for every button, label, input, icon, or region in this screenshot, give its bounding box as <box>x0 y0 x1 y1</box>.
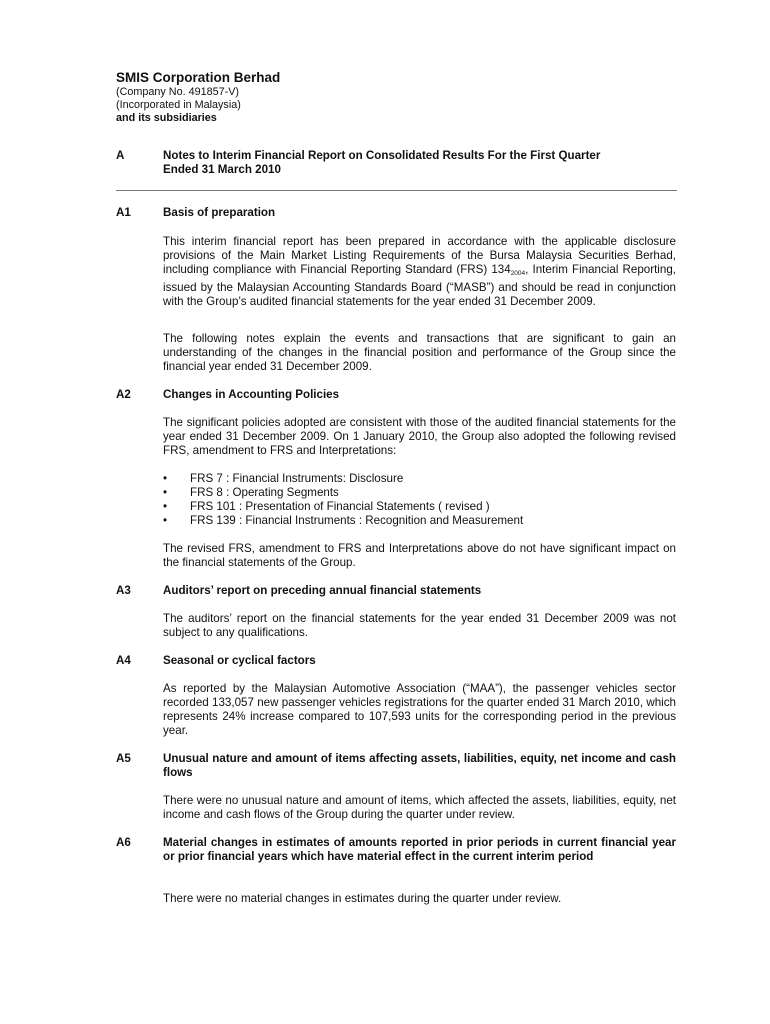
a2-heading <box>116 388 676 402</box>
a2-number: A2 <box>116 388 131 401</box>
a1-number: A1 <box>116 206 131 219</box>
a5-heading <box>116 752 676 780</box>
a1-title: Basis of preparation <box>163 206 276 219</box>
a4-heading <box>116 654 676 668</box>
company-name: SMIS Corporation Berhad <box>116 70 281 85</box>
a5-title: Unusual nature and amount of items affecting assets, liabilities, equity, net income and cash flows <box>163 752 676 779</box>
a1-paragraph-2: The following notes explain the events and transactions that are significant to gain an understanding of the changes in the financial position and performance of the Group since the financial year ended 31 December 2009. <box>163 332 676 373</box>
list-item-text: FRS 139 : Financial Instruments : Recognition and Measurement <box>190 514 524 527</box>
a1-p1-text-cont: , Interim Financial Reporting, issued by the Malaysian Accounting Standards Board (“MASB”) and should be read in conjunction with the Group’s audited financial statements for the year ended 31 December 2009. <box>163 263 676 308</box>
a1-paragraph-1 <box>163 235 676 309</box>
a4-paragraph-1: As reported by the Malaysian Automotive Association (“MAA”), the passenger vehicles sector recorded 133,057 new passenger vehicles registrations for the quarter ended 31 March 2010, which represents 24% increase compared to 107,593 units for the corresponding period in the previous year. <box>163 682 676 737</box>
bullet-icon: • <box>163 500 168 513</box>
list-item <box>163 500 676 514</box>
a3-heading <box>116 584 676 598</box>
a4-number: A4 <box>116 654 131 667</box>
a5-paragraph-1: There were no unusual nature and amount of items, which affected the assets, liabilities, equity, net income and cash flows of the Group during the quarter under review. <box>163 794 676 821</box>
a1-p1-subscript: 2004 <box>510 270 526 277</box>
a1-heading <box>116 206 676 220</box>
section-a-heading <box>116 149 676 177</box>
a6-heading <box>116 836 676 864</box>
list-item <box>163 472 676 486</box>
divider-rule <box>116 190 677 191</box>
bullet-icon: • <box>163 486 168 499</box>
a2-title: Changes in Accounting Policies <box>163 388 340 401</box>
incorporation-note: (Incorporated in Malaysia) <box>116 99 241 111</box>
a6-number: A6 <box>116 836 131 849</box>
a3-title: Auditors’ report on preceding annual financial statements <box>163 584 482 597</box>
section-title: Notes to Interim Financial Report on Consolidated Results For the First Quarter Ended 31 March 2010 <box>163 149 601 176</box>
section-number: A <box>116 149 125 162</box>
a3-number: A3 <box>116 584 131 597</box>
a4-title: Seasonal or cyclical factors <box>163 654 316 667</box>
bullet-icon: • <box>163 472 168 485</box>
list-item <box>163 486 676 500</box>
a2-paragraph-2: The revised FRS, amendment to FRS and Interpretations above do not have significant impact on the financial statements of the Group. <box>163 542 676 569</box>
bullet-icon: • <box>163 514 168 527</box>
list-item-text: FRS 8 : Operating Segments <box>190 486 339 499</box>
a2-paragraph-1: The significant policies adopted are consistent with those of the audited financial statements for the year ended 31 December 2009. On 1 January 2010, the Group also adopted the following revised FRS, amendment to FRS and Interpretations: <box>163 416 676 457</box>
list-item <box>163 514 676 528</box>
list-item-text: FRS 101 : Presentation of Financial Statements ( revised ) <box>190 500 490 513</box>
list-item-text: FRS 7 : Financial Instruments: Disclosure <box>190 472 404 485</box>
a2-bullet-list <box>163 472 676 528</box>
a1-p1-text: This interim financial report has been prepared in accordance with the applicable disclosure provisions of the Main Market Listing Requirements of the Bursa Malaysia Securities Berhad, including compliance with Financial Reporting Standard (FRS) 134 <box>163 235 676 276</box>
a6-title: Material changes in estimates of amounts reported in prior periods in current financial year or prior financial years which have material effect in the current interim period <box>163 836 676 863</box>
a3-paragraph-1: The auditors’ report on the financial statements for the year ended 31 December 2009 was not subject to any qualifications. <box>163 612 676 639</box>
a6-paragraph-1: There were no material changes in estimates during the quarter under review. <box>163 892 562 905</box>
company-header <box>116 70 280 125</box>
company-number: (Company No. 491857-V) <box>116 86 240 98</box>
subsidiaries-note: and its subsidiaries <box>116 112 217 124</box>
a5-number: A5 <box>116 752 131 765</box>
